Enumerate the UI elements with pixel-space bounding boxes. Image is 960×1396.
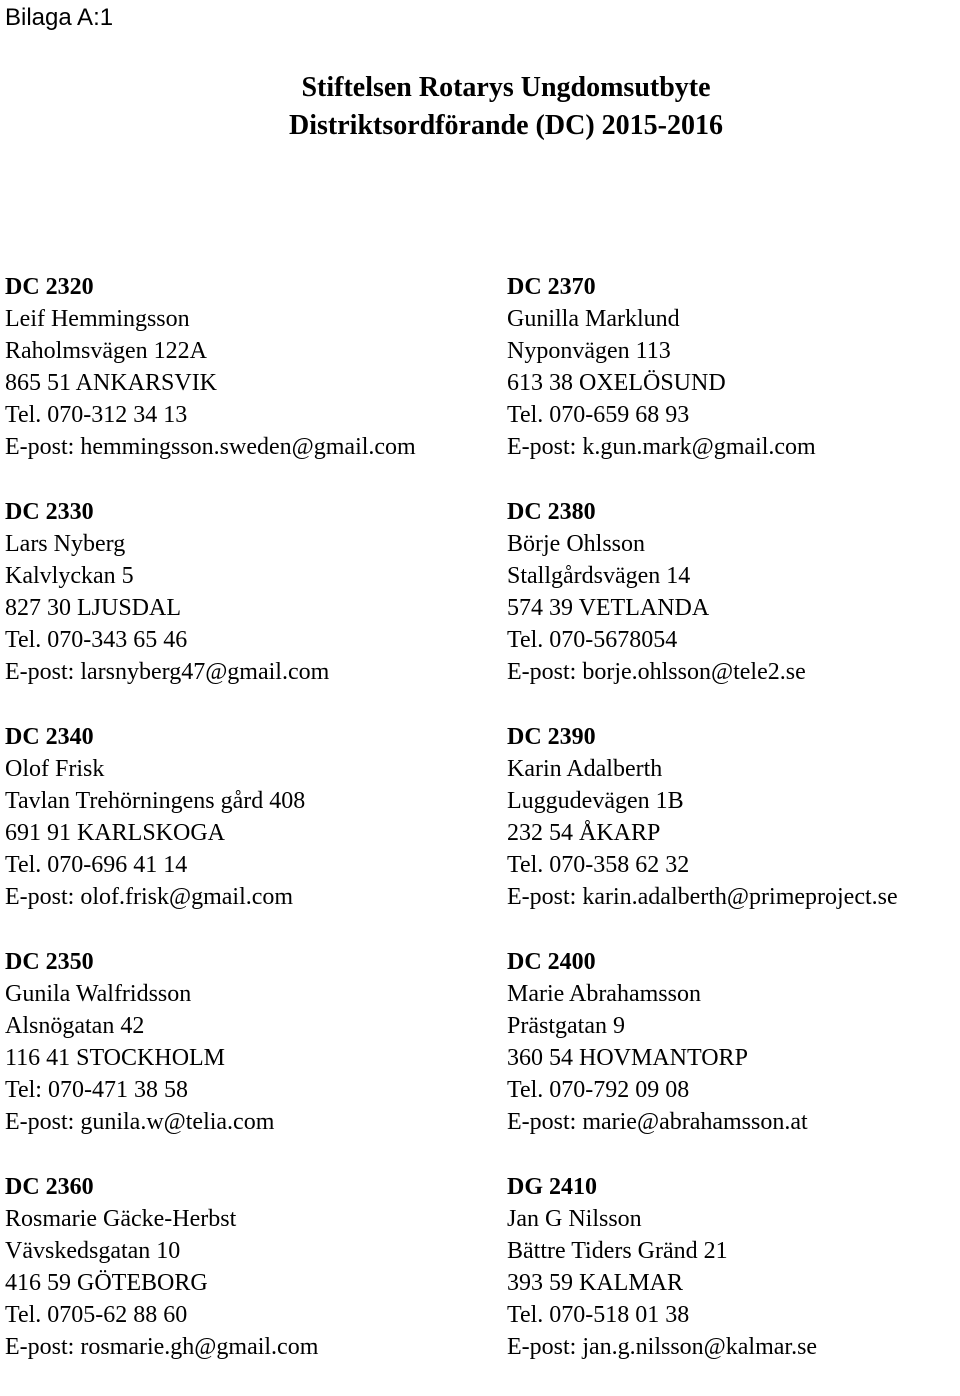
contact-block-dc2320	[5, 271, 416, 496]
contact-postal: 691 91 KARLSKOGA	[5, 820, 226, 846]
district-code: DC 2390	[507, 724, 596, 750]
contact-name: Jan G Nilsson	[507, 1206, 642, 1232]
contact-block-dc2350	[5, 946, 416, 1171]
contact-email: E-post: borje.ohlsson@tele2.se	[507, 659, 806, 685]
appendix-label: Bilaga A:1	[5, 4, 114, 31]
contact-block-dc2400	[507, 946, 898, 1171]
contact-name: Börje Ohlsson	[507, 531, 645, 557]
contact-postal: 827 30 LJUSDAL	[5, 595, 182, 621]
contact-phone: Tel. 0705-62 88 60	[5, 1302, 188, 1328]
district-code: DC 2370	[507, 274, 596, 300]
contact-email: E-post: gunila.w@telia.com	[5, 1109, 275, 1135]
contact-phone: Tel. 070-343 65 46	[5, 627, 188, 653]
contact-name: Lars Nyberg	[5, 531, 126, 557]
contact-block-dg2410	[507, 1171, 898, 1396]
contact-name: Rosmarie Gäcke-Herbst	[5, 1206, 237, 1232]
contact-email: E-post: hemmingsson.sweden@gmail.com	[5, 434, 416, 460]
contact-phone: Tel. 070-792 09 08	[507, 1077, 690, 1103]
contact-email: E-post: karin.adalberth@primeproject.se	[507, 884, 898, 910]
contact-street: Bättre Tiders Gränd 21	[507, 1238, 728, 1264]
contact-name: Gunilla Marklund	[507, 306, 680, 332]
contact-name: Olof Frisk	[5, 756, 105, 782]
document-subtitle: Distriktsordförande (DC) 2015-2016	[289, 110, 723, 141]
district-code: DC 2360	[5, 1174, 94, 1200]
contact-postal: 865 51 ANKARSVIK	[5, 370, 218, 396]
contact-email: E-post: rosmarie.gh@gmail.com	[5, 1334, 319, 1360]
contact-block-dc2370	[507, 271, 898, 496]
contact-street: Alsnögatan 42	[5, 1013, 145, 1039]
contact-street: Luggudevägen 1B	[507, 788, 684, 814]
district-code: DC 2340	[5, 724, 94, 750]
contact-postal: 116 41 STOCKHOLM	[5, 1045, 226, 1071]
contact-street: Kalvlyckan 5	[5, 563, 134, 589]
contact-phone: Tel: 070-471 38 58	[5, 1077, 188, 1103]
contact-street: Stallgårdsvägen 14	[507, 563, 691, 589]
contact-street: Vävskedsgatan 10	[5, 1238, 181, 1264]
contact-postal: 232 54 ÅKARP	[507, 820, 661, 846]
contact-block-dc2340	[5, 721, 416, 946]
contact-postal: 613 38 OXELÖSUND	[507, 370, 726, 396]
contact-block-dc2330	[5, 496, 416, 721]
contact-block-dc2360	[5, 1171, 416, 1396]
district-code: DC 2350	[5, 949, 94, 975]
contact-postal: 360 54 HOVMANTORP	[507, 1045, 748, 1071]
contact-name: Marie Abrahamsson	[507, 981, 701, 1007]
contact-street: Nyponvägen 113	[507, 338, 671, 364]
contact-phone: Tel. 070-312 34 13	[5, 402, 188, 428]
contact-email: E-post: jan.g.nilsson@kalmar.se	[507, 1334, 818, 1360]
contact-phone: Tel. 070-5678054	[507, 627, 678, 653]
contact-block-dc2390	[507, 721, 898, 946]
district-code: DG 2410	[507, 1174, 597, 1200]
contact-email: E-post: olof.frisk@gmail.com	[5, 884, 294, 910]
district-code: DC 2330	[5, 499, 94, 525]
district-code: DC 2400	[507, 949, 596, 975]
contact-name: Karin Adalberth	[507, 756, 663, 782]
contact-block-dc2380	[507, 496, 898, 721]
document-title: Stiftelsen Rotarys Ungdomsutbyte	[301, 72, 711, 103]
district-code: DC 2380	[507, 499, 596, 525]
contact-email: E-post: k.gun.mark@gmail.com	[507, 434, 816, 460]
right-column	[507, 271, 898, 1396]
contact-street: Raholmsvägen 122A	[5, 338, 207, 364]
contact-phone: Tel. 070-696 41 14	[5, 852, 188, 878]
contact-street: Tavlan Trehörningens gård 408	[5, 788, 306, 814]
left-column	[5, 271, 416, 1396]
contact-email: E-post: larsnyberg47@gmail.com	[5, 659, 330, 685]
contact-postal: 574 39 VETLANDA	[507, 595, 710, 621]
contact-postal: 416 59 GÖTEBORG	[5, 1270, 208, 1296]
district-code: DC 2320	[5, 274, 94, 300]
contact-street: Prästgatan 9	[507, 1013, 625, 1039]
contact-phone: Tel. 070-518 01 38	[507, 1302, 690, 1328]
contact-phone: Tel. 070-659 68 93	[507, 402, 690, 428]
contact-phone: Tel. 070-358 62 32	[507, 852, 690, 878]
contact-email: E-post: marie@abrahamsson.at	[507, 1109, 808, 1135]
contact-postal: 393 59 KALMAR	[507, 1270, 684, 1296]
contact-name: Leif Hemmingsson	[5, 306, 190, 332]
contact-name: Gunila Walfridsson	[5, 981, 192, 1007]
